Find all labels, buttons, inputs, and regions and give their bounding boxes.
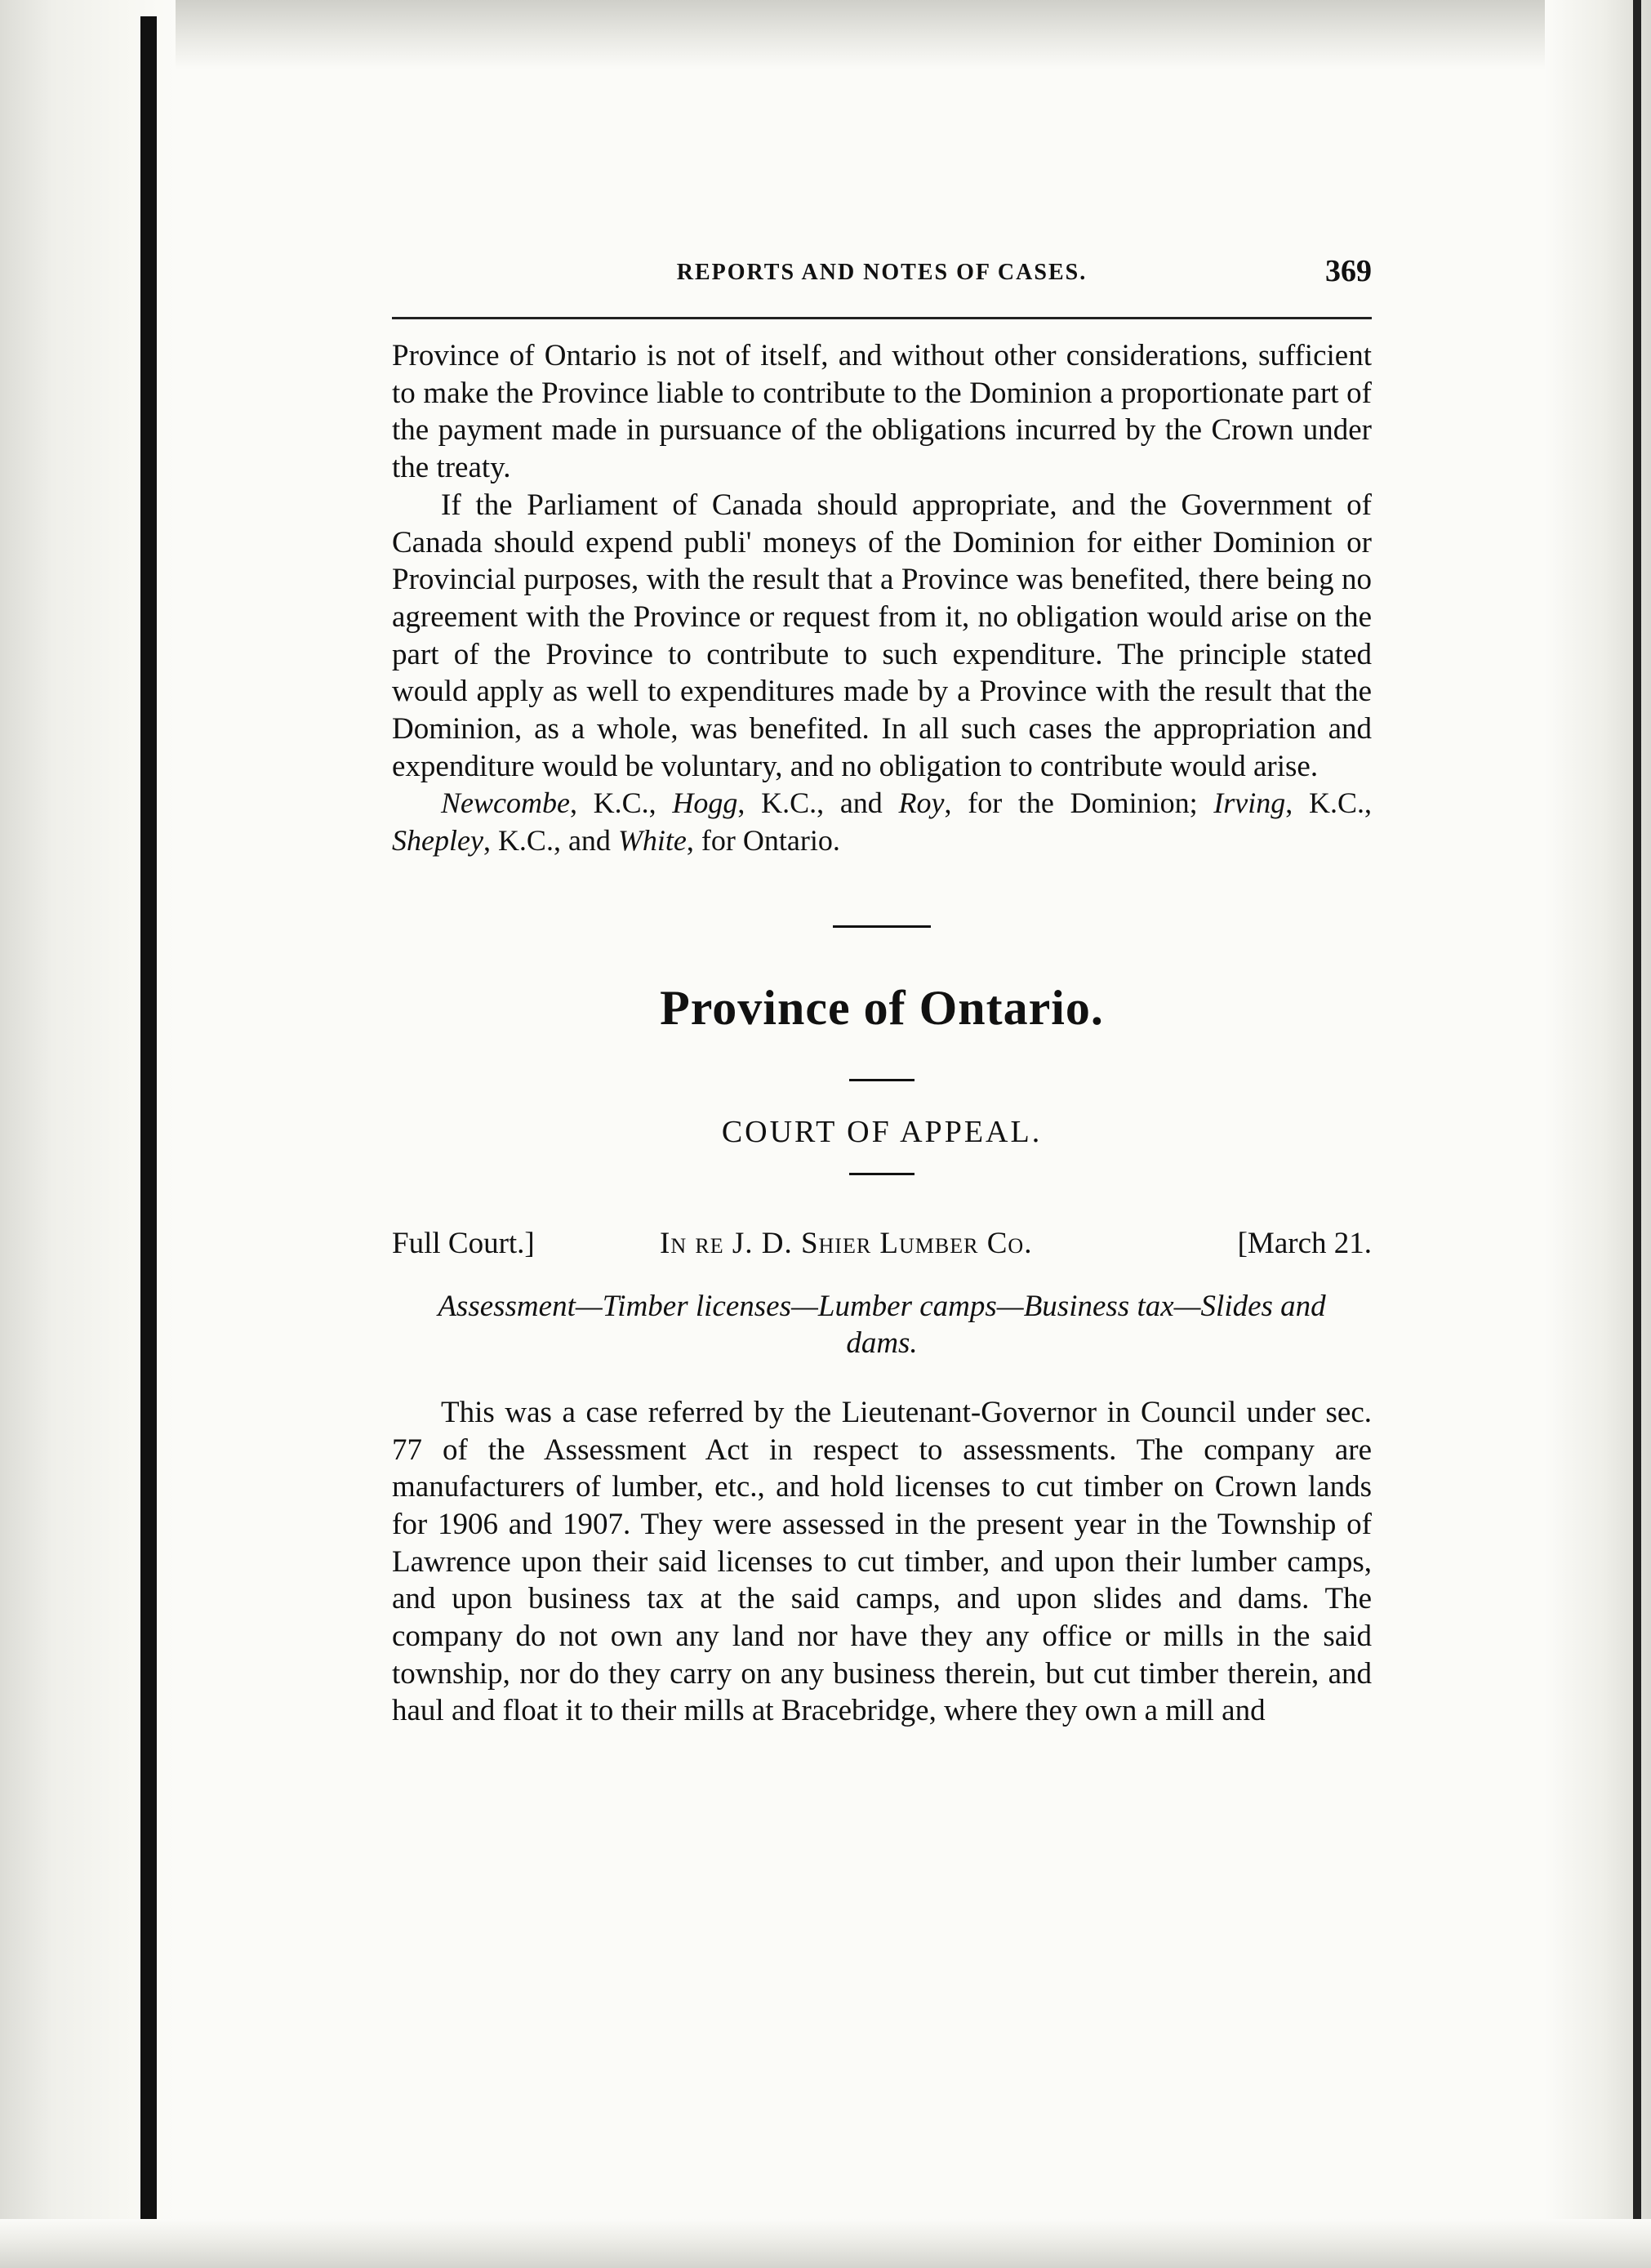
counsel-text: , for Ontario. xyxy=(686,824,840,858)
running-title: REPORTS AND NOTES OF CASES. xyxy=(676,260,1088,285)
section-divider xyxy=(849,1079,915,1081)
scan-edge-bottom xyxy=(0,2219,1651,2268)
case-line xyxy=(392,1226,1372,1267)
counsel-name: White xyxy=(617,824,687,858)
counsel-text: , K.C., and xyxy=(483,824,618,858)
counsel-text: , K.C., xyxy=(1285,786,1372,820)
section-divider xyxy=(849,1173,915,1175)
running-head xyxy=(392,253,1372,302)
paragraph-1: Province of Ontario is not of itself, and without other considerations, sufficient to make the Province liable to contribute to the Dominion a proportionate part of the payment made in pursuance of the obligations incurred by the Crown under the treaty. xyxy=(392,339,1372,485)
binding-shadow xyxy=(140,16,157,2254)
counsel-line xyxy=(392,785,1372,859)
case-body: This was a case referred by the Lieutenant-Governor in Council under sec. 77 of the Assessment Act in respect to assessments. The company are manufacturers of lumber, etc., and hold licenses to cut timber on Crown lands for 1906 and 1907. They were assessed in the present year in the Township of Lawrence upon their said licenses to cut timber, and upon their lumber camps, and upon business tax at the said camps, and upon slides and dams. The company do not own any land nor have they any office or mills in the said township, nor do they carry on any business therein, but cut timber therein, and haul and float it to their mills at Bracebridge, where they own a mill and xyxy=(392,1395,1372,1728)
counsel-name: Irving xyxy=(1213,786,1286,820)
paragraph-2: If the Parliament of Canada should appropriate, and the Government of Canada should expend publi' moneys of the Dominion for either Dominion or Provincial purposes, with the result that a Province was benefited, there being no agreement with the Province or request from it, no obligation would arise on the part of the Province to contribute to such expenditure. The principle stated would apply as well to expenditures made by a Province with the result that the Dominion, as a whole, was benefited. In all such cases the appropriation and expenditure would be voluntary, and no obligation to contribute would arise. xyxy=(392,488,1372,783)
section-divider xyxy=(833,925,931,928)
case-court: Full Court.] xyxy=(392,1226,535,1260)
counsel-name: Roy xyxy=(898,786,945,820)
counsel-name: Newcombe xyxy=(441,786,570,820)
counsel-name: Shepley xyxy=(392,824,483,858)
header-rule xyxy=(392,317,1372,319)
page-number: 369 xyxy=(1325,254,1372,288)
section-title: Province of Ontario. xyxy=(660,980,1104,1035)
counsel-name: Hogg xyxy=(672,786,738,820)
court-title: COURT OF APPEAL. xyxy=(721,1114,1043,1149)
case-date: [March 21. xyxy=(1237,1226,1372,1260)
page-content xyxy=(392,253,1372,1730)
counsel-text: , K.C., xyxy=(569,786,673,820)
headnote: Assessment—Timber licenses—Lumber camps—Business tax—Slides and dams. xyxy=(438,1289,1326,1360)
counsel-text: , for the Dominion; xyxy=(944,786,1214,820)
counsel-text: , K.C., and xyxy=(737,786,899,820)
scan-edge-top xyxy=(0,0,1651,69)
case-name: In re J. D. Shier Lumber Co. xyxy=(660,1226,1033,1260)
scan-edge-right-line xyxy=(1633,0,1641,2268)
